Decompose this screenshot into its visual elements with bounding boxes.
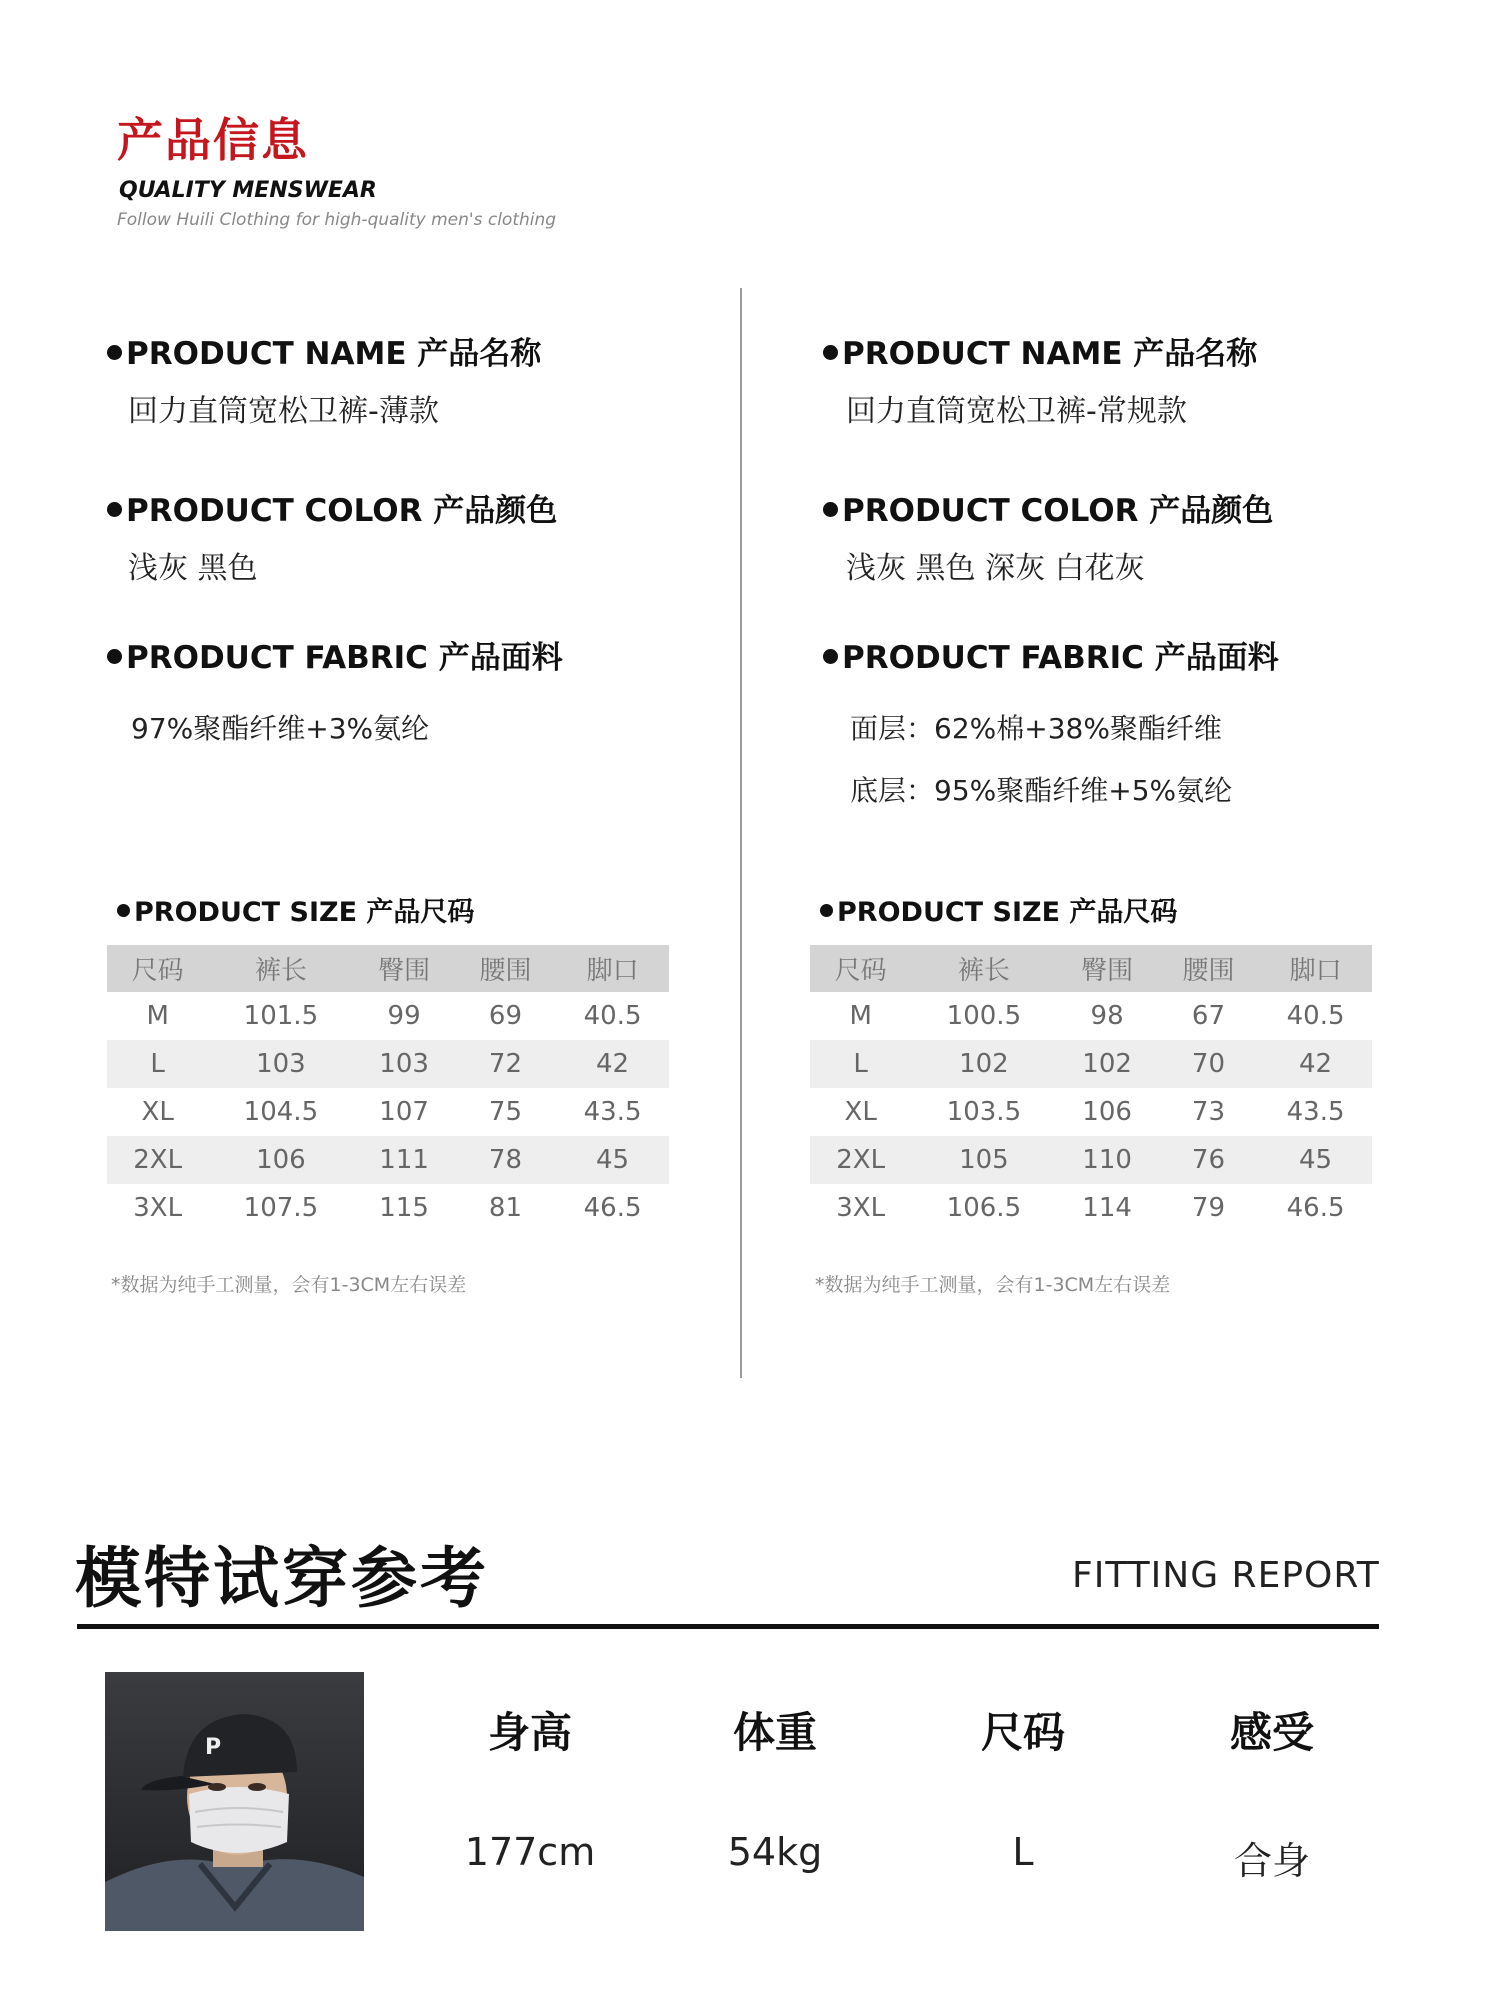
- fit-value-size: L: [1012, 1830, 1034, 1874]
- table-cell: 78: [455, 1136, 556, 1184]
- table-cell: 46.5: [583, 1193, 642, 1223]
- table-cell: 106.5: [946, 1193, 1022, 1223]
- table-cell: 3XL: [133, 1193, 183, 1223]
- fit-value-feel: 合身: [1233, 1839, 1310, 1883]
- table-cell: 106: [208, 1136, 353, 1184]
- fit-value-height: 177cm: [464, 1830, 596, 1874]
- table-cell: 114: [1082, 1193, 1132, 1223]
- table-cell: 40.5: [583, 1001, 642, 1031]
- fit-value-weight: 54kg: [727, 1830, 823, 1874]
- table-header-cell: 裤长: [911, 945, 1056, 992]
- table-cell: 107: [379, 1097, 429, 1127]
- bullet-icon: [107, 345, 122, 360]
- model-photo-image: [105, 1672, 364, 1931]
- table-cell: 102: [1056, 1040, 1157, 1088]
- table-cell: 40.5: [1286, 1001, 1345, 1031]
- right-color-value: 浅灰 黑色 深灰 白花灰: [846, 551, 1145, 586]
- fitting-subtitle: FITTING REPORT: [1072, 1555, 1380, 1596]
- table-cell: L: [107, 1040, 208, 1088]
- table-cell: XL: [141, 1097, 174, 1127]
- table-cell: 67: [1191, 1001, 1225, 1031]
- table-header-cell: 腰围: [455, 945, 556, 992]
- brand-subtitle: QUALITY MENSWEAR: [119, 178, 377, 203]
- table-row: [107, 992, 669, 1040]
- model-photo: [105, 1672, 364, 1931]
- table-cell: 107.5: [243, 1193, 319, 1223]
- table-cell: 43.5: [583, 1097, 642, 1127]
- table-cell: 101.5: [243, 1001, 319, 1031]
- table-cell: 2XL: [810, 1136, 911, 1184]
- right-size-title: PRODUCT SIZE 产品尺码: [820, 890, 1177, 929]
- bullet-icon: [820, 904, 833, 917]
- table-cell: 104.5: [243, 1097, 319, 1127]
- table-row: [107, 1184, 669, 1232]
- table-cell: 105: [911, 1136, 1056, 1184]
- table-row: [810, 992, 1372, 1040]
- fit-label-size: 尺码: [980, 1708, 1065, 1757]
- table-header-cell: 脚口: [556, 945, 669, 992]
- left-fabric-title: PRODUCT FABRIC 产品面料: [107, 632, 563, 677]
- table-cell: 70: [1158, 1040, 1259, 1088]
- brand-tagline: Follow Huili Clothing for high-quality men's clothing: [117, 210, 557, 230]
- table-cell: 45: [556, 1136, 669, 1184]
- table-header-row: [107, 945, 669, 992]
- table-row: [810, 1184, 1372, 1232]
- table-cell: M: [146, 1001, 169, 1031]
- fit-label-weight: 体重: [732, 1708, 817, 1757]
- table-cell: 42: [556, 1040, 669, 1088]
- column-divider: [740, 288, 742, 1378]
- table-cell: M: [849, 1001, 872, 1031]
- table-header-cell: 尺码: [107, 945, 208, 992]
- bullet-icon: [823, 649, 838, 664]
- table-cell: 76: [1158, 1136, 1259, 1184]
- right-color-title: PRODUCT COLOR 产品颜色: [823, 485, 1273, 530]
- left-measure-note: *数据为纯手工测量，会有1-3CM左右误差: [111, 1274, 467, 1296]
- table-row: [107, 1040, 669, 1088]
- bullet-icon: [107, 649, 122, 664]
- table-row: [810, 1088, 1372, 1136]
- left-size-table: [107, 945, 669, 1232]
- left-name-value: 回力直筒宽松卫裤-薄款: [128, 394, 439, 429]
- table-cell: 2XL: [107, 1136, 208, 1184]
- right-fabric-title: PRODUCT FABRIC 产品面料: [823, 632, 1279, 677]
- fit-label-height: 身高: [487, 1708, 572, 1757]
- table-cell: 3XL: [836, 1193, 886, 1223]
- table-cell: 106: [1082, 1097, 1132, 1127]
- table-cell: 103: [208, 1040, 353, 1088]
- table-cell: XL: [844, 1097, 877, 1127]
- left-size-title: PRODUCT SIZE 产品尺码: [117, 890, 474, 929]
- page-title: 产品信息: [117, 113, 309, 167]
- table-cell: 115: [379, 1193, 429, 1223]
- table-header-cell: 腰围: [1158, 945, 1259, 992]
- left-color-title: PRODUCT COLOR 产品颜色: [107, 485, 557, 530]
- table-cell: L: [810, 1040, 911, 1088]
- right-measure-note: *数据为纯手工测量，会有1-3CM左右误差: [815, 1274, 1171, 1296]
- table-header-row: [810, 945, 1372, 992]
- table-cell: 103: [353, 1040, 454, 1088]
- bullet-icon: [823, 502, 838, 517]
- fitting-rule: [77, 1624, 1379, 1629]
- table-row: [107, 1088, 669, 1136]
- bullet-icon: [107, 502, 122, 517]
- table-row: [810, 1040, 1372, 1088]
- table-cell: 100.5: [946, 1001, 1022, 1031]
- table-header-cell: 臀围: [353, 945, 454, 992]
- fitting-title: 模特试穿参考: [75, 1540, 489, 1617]
- right-fabric-line: 面层：62%棉+38%聚酯纤维: [850, 712, 1222, 745]
- bullet-icon: [823, 345, 838, 360]
- table-cell: 42: [1259, 1040, 1372, 1088]
- right-name-value: 回力直筒宽松卫裤-常规款: [846, 394, 1187, 429]
- table-cell: 103.5: [946, 1097, 1022, 1127]
- right-name-title: PRODUCT NAME 产品名称: [823, 328, 1257, 373]
- table-header-cell: 臀围: [1056, 945, 1157, 992]
- table-cell: 98: [1090, 1001, 1124, 1031]
- table-cell: 102: [911, 1040, 1056, 1088]
- table-cell: 75: [488, 1097, 522, 1127]
- right-size-table: [810, 945, 1372, 1232]
- right-fabric-line: 底层：95%聚酯纤维+5%氨纶: [850, 774, 1233, 807]
- table-cell: 111: [353, 1136, 454, 1184]
- table-cell: 110: [1056, 1136, 1157, 1184]
- table-row: [810, 1136, 1372, 1184]
- table-cell: 45: [1259, 1136, 1372, 1184]
- table-header-cell: 尺码: [810, 945, 911, 992]
- table-cell: 43.5: [1286, 1097, 1345, 1127]
- left-fabric-line: 97%聚酯纤维+3%氨纶: [131, 712, 430, 745]
- table-cell: 79: [1191, 1193, 1225, 1223]
- left-color-value: 浅灰 黑色: [128, 551, 258, 586]
- table-header-cell: 裤长: [208, 945, 353, 992]
- left-name-title: PRODUCT NAME 产品名称: [107, 328, 541, 373]
- table-row: [107, 1136, 669, 1184]
- table-cell: 73: [1191, 1097, 1225, 1127]
- table-cell: 46.5: [1286, 1193, 1345, 1223]
- table-cell: 69: [488, 1001, 522, 1031]
- bullet-icon: [117, 904, 130, 917]
- table-cell: 81: [488, 1193, 522, 1223]
- table-cell: 72: [455, 1040, 556, 1088]
- table-cell: 99: [387, 1001, 421, 1031]
- fit-label-feel: 感受: [1229, 1708, 1314, 1757]
- svg-text:P: P: [205, 1735, 222, 1760]
- table-header-cell: 脚口: [1259, 945, 1372, 992]
